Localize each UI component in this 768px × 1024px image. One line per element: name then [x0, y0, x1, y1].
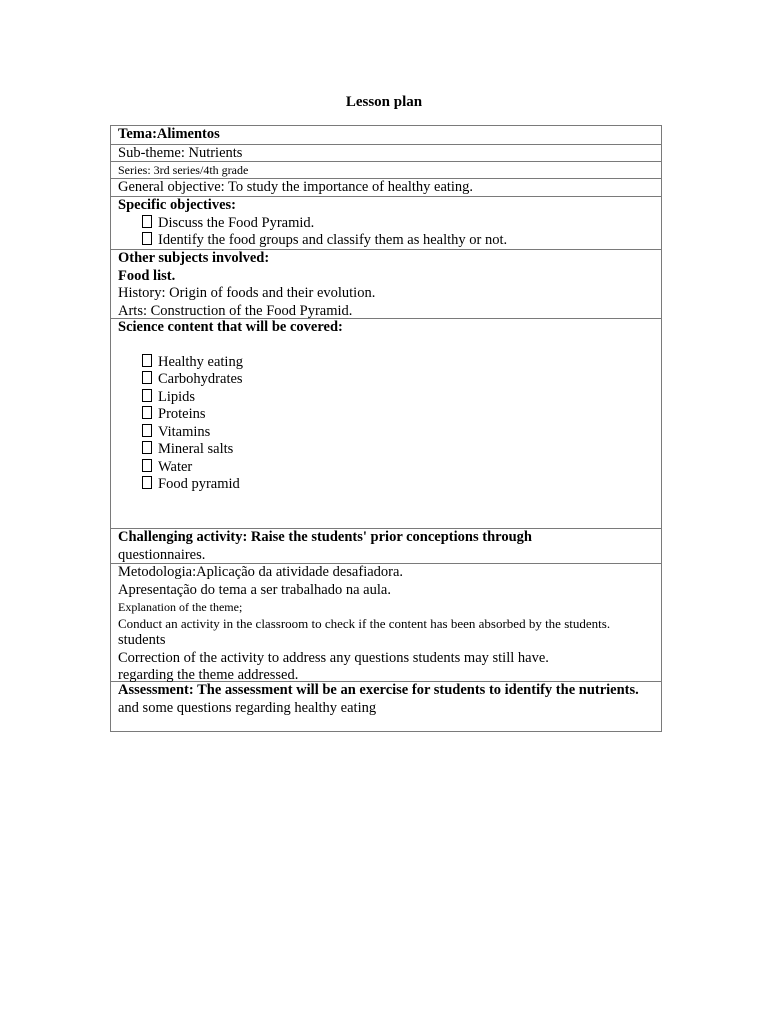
other-subjects-heading: Other subjects involved:	[118, 250, 270, 266]
checkbox-bullet-icon	[142, 424, 152, 437]
methodology-line-7: regarding the theme addressed.	[118, 667, 299, 683]
list-item: Food pyramid	[118, 476, 654, 494]
checkbox-bullet-icon	[142, 232, 152, 245]
challenging-activity-row	[111, 528, 661, 563]
checkbox-bullet-icon	[142, 389, 152, 402]
checkbox-bullet-icon	[142, 476, 152, 489]
specific-objectives-heading: Specific objectives:	[118, 197, 236, 213]
general-objective-text: General objective: To study the importance of healthy eating.	[118, 179, 474, 195]
other-subjects-row	[111, 249, 661, 318]
lesson-plan-table	[110, 125, 662, 732]
checkbox-bullet-icon	[142, 441, 152, 454]
history-text: History: Origin of foods and their evolution.	[118, 285, 376, 301]
checkbox-bullet-icon	[142, 354, 152, 367]
checkbox-bullet-icon	[142, 371, 152, 384]
assessment-cont: and some questions regarding healthy eating	[118, 699, 377, 716]
specific-objectives-row	[111, 196, 661, 249]
list-item: Lipids	[118, 389, 654, 407]
page-title: Lesson plan	[345, 94, 423, 110]
assessment-row	[111, 681, 661, 731]
arts-text: Arts: Construction of the Food Pyramid.	[118, 302, 353, 319]
list-item: Identify the food groups and classify them as healthy or not.	[118, 232, 654, 250]
sub-theme-text: Sub-theme: Nutrients	[118, 145, 243, 161]
science-content-heading: Science content that will be covered:	[118, 319, 343, 335]
series-text: Series: 3rd series/4th grade	[118, 163, 249, 177]
checkbox-bullet-icon	[142, 459, 152, 472]
methodology-line-3: Explanation of the theme;	[118, 600, 243, 614]
food-list-text: Food list.	[118, 267, 176, 284]
methodology-line-4: Conduct an activity in the classroom to check if the content has been absorbed by the students.	[118, 616, 611, 631]
list-item: Discuss the Food Pyramid.	[118, 215, 654, 233]
theme-text: Tema:Alimentos	[118, 126, 220, 142]
sub-theme-row	[111, 144, 661, 161]
list-item: Proteins	[118, 406, 654, 424]
list-item: Mineral salts	[118, 441, 654, 459]
methodology-line-5: students	[118, 632, 166, 648]
theme-row	[111, 126, 661, 144]
general-objective-row	[111, 178, 661, 196]
methodology-line-6: Correction of the activity to address any questions students may still have.	[118, 649, 549, 666]
methodology-line-2: Apresentação do tema a ser trabalhado na aula.	[118, 581, 391, 598]
science-content-row	[111, 318, 661, 528]
challenging-activity-heading: Challenging activity: Raise the students' prior conceptions through	[118, 529, 532, 545]
methodology-row	[111, 563, 661, 681]
list-item: Vitamins	[118, 424, 654, 442]
challenging-activity-cont: questionnaires.	[118, 546, 206, 563]
list-item: Water	[118, 459, 654, 477]
list-item: Healthy eating	[118, 354, 654, 372]
list-item: Carbohydrates	[118, 371, 654, 389]
methodology-line-1: Metodologia:Aplicação da atividade desafiadora.	[118, 564, 404, 580]
assessment-heading: Assessment: The assessment will be an exercise for students to identify the nutrients.	[118, 682, 639, 698]
checkbox-bullet-icon	[142, 406, 152, 419]
series-row	[111, 161, 661, 178]
checkbox-bullet-icon	[142, 215, 152, 228]
